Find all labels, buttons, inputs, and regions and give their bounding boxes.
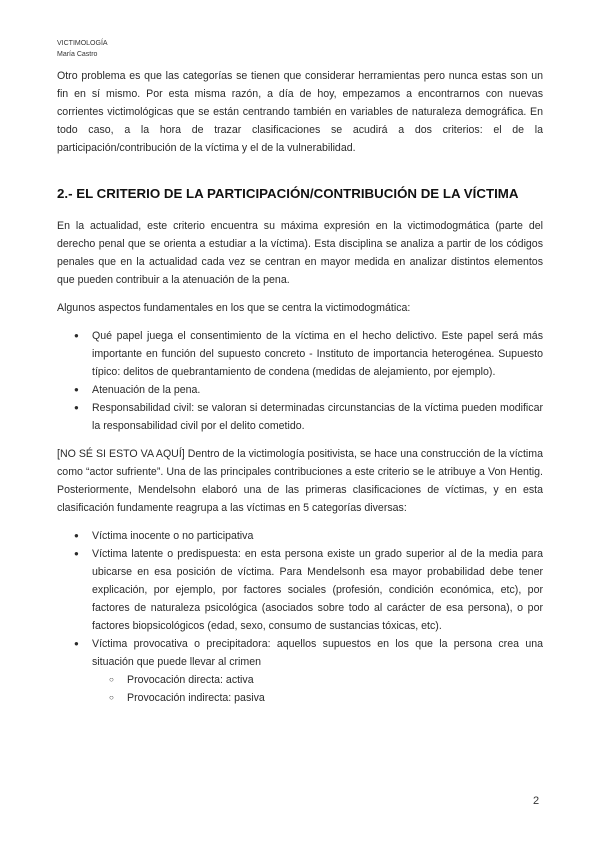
page-content [57, 67, 543, 717]
sublist-item: ○ Provocación indirecta: pasiva [92, 689, 543, 707]
paragraph-criterion: En la actualidad, este criterio encuentra su máxima expresión en la victimodogmática (parte del derecho penal que se orienta a estudiar a la víctima). Esta disciplina se analiza a partir de los códigos penales que en la actualidad cada vez se centran en mayor medida en analizar distintos elementos que pueden contribuir a la atenuación de la pena. [57, 220, 543, 286]
paragraph-mendelsohn: [NO SÉ SI ESTO VA AQUÍ] Dentro de la victimología positivista, se hace una construcción de la víctima como “actor sufriente”. Una de las principales contribuciones a este criterio se le atribuye a Von Hentig. Posteriormente, Mendelsohn elaboró una de las primeras clasificaciones de víctimas, y en esta clasificación fundamente reagrupa a las víctimas en 5 categorías diversas: [57, 448, 543, 514]
header-author: María Castro [57, 51, 98, 58]
list-item: ● Atenuación de la pena. [57, 381, 543, 399]
section-heading: 2.- EL CRITERIO DE LA PARTICIPACIÓN/CONTRIBUCIÓN DE LA VÍCTIMA [57, 186, 519, 201]
list-item: ● Responsabilidad civil: se valoran si determinadas circunstancias de la víctima pueden modificar la responsabilidad civil por el delito cometido. [57, 399, 543, 435]
paragraph-aspects-intro: Algunos aspectos fundamentales en los que se centra la victimodogmática: [57, 302, 411, 314]
intro-paragraph: Otro problema es que las categorías se tienen que considerar herramientas pero nunca estas son un fin en sí mismo. Por esta misma razón, a día de hoy, empezamos a encontrarnos con nuevas corrientes victimológicas que se están centrando también en variables de naturaleza demográfica. En todo caso, a la hora de trazar clasificaciones se acudirá a dos criterios: el de la participación/contribución de la víctima y el de la vulnerabilidad. [57, 70, 543, 154]
list-item-text: Víctima provocativa o precipitadora: aquellos supuestos en los que la persona crea una situación que puede llevar al crimen [92, 638, 543, 668]
list-item: ● Qué papel juega el consentimiento de la víctima en el hecho delictivo. Este papel será más importante en función del supuesto concreto - Instituto de importancia heterogénea. Supuesto típico: delitos de quebrantamiento de condena (medidas de alejamiento, por ejemplo). [57, 327, 543, 381]
page-header [57, 38, 108, 60]
list-item: ● Víctima latente o predispuesta: en esta persona existe un grado superior al de la media para ubicarse en esa posición de víctima. Para Mendelsonh esa mayor probabilidad debe tener explicación, por ejemplo, por factores sociales (profesión, condición económica, etc), por factores de naturaleza psicológica (asociados sobre todo al carácter de esa persona), o por factores biopsicológicos (edad, sexo, consumo de sustancias tóxicas, etc). [57, 545, 543, 635]
list-item-provocative [57, 635, 543, 707]
provocation-sublist [92, 671, 543, 707]
page-number: 2 [533, 795, 540, 807]
sublist-item: ○ Provocación directa: activa [92, 671, 543, 689]
aspects-list [57, 327, 543, 435]
header-subject: VICTIMOLOGÍA [57, 40, 108, 47]
categories-list [57, 527, 543, 707]
list-item: ● Víctima inocente o no participativa [57, 527, 543, 545]
